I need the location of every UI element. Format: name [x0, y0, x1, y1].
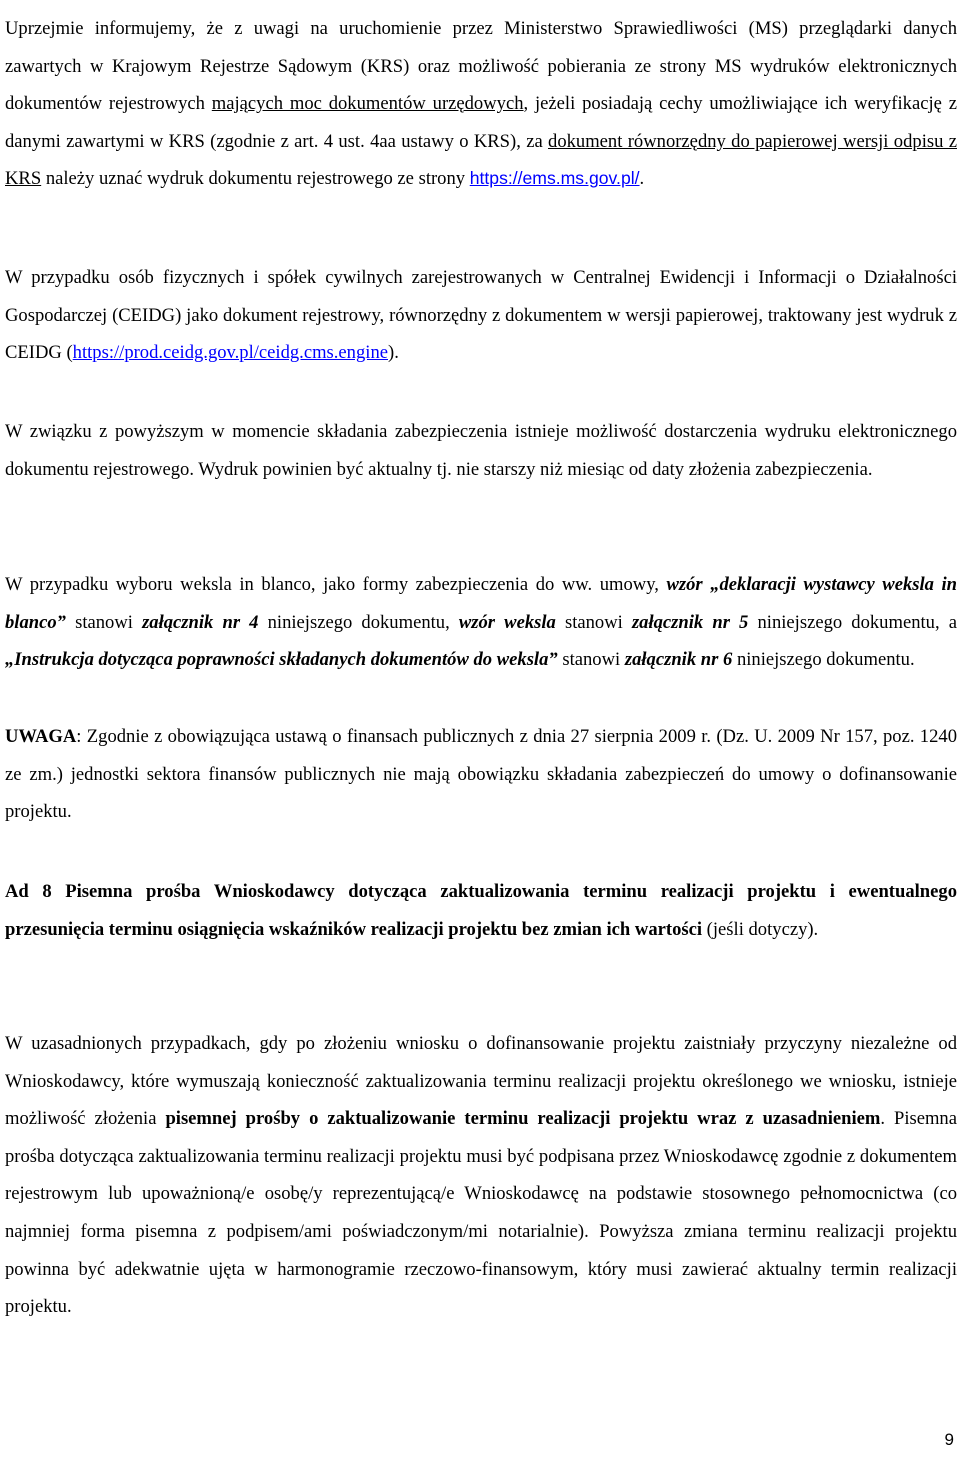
underlined-text-official-documents: mających moc dokumentów urzędowych	[211, 93, 524, 115]
text-span: : Zgodnie z obowiązująca ustawą o finansach publicznych z dnia 27 sierpnia 2009 r. (Dz. U. 2009 Nr 157, poz. 1240 ze zm.) jednostki sektora finansów publicznych nie mają obowiązku składania zabezpieczeń do umowy o dofinansowanie projektu.	[5, 726, 957, 823]
text-span: W przypadku osób fizycznych i spółek cywilnych zarejestrowanych w Centralnej Ewidencji i Informacji o Działalności Gospodarczej (CEIDG) jako dokument rejestrowy, równorzędny z dokumentem w wersji papierowej, traktowany jest wydruk z CEIDG (	[5, 267, 957, 364]
paragraph-krs-info	[5, 10, 957, 198]
link-ems-ms-gov[interactable]: https://ems.ms.gov.pl/	[469, 168, 640, 189]
text-span: niniejszego dokumentu, a	[748, 611, 957, 633]
bold-italic-instruction: „Instrukcja dotycząca poprawności składanych dokumentów do weksla”	[5, 649, 558, 671]
bold-italic-attachment-5: załącznik nr 5	[631, 611, 749, 633]
text-span: ).	[388, 342, 399, 364]
paragraph-blank-promissory-note	[5, 566, 957, 679]
page-number: 9	[944, 1430, 954, 1449]
bold-italic-attachment-6: załącznik nr 6	[624, 649, 733, 671]
bold-italic-attachment-4: załącznik nr 4	[142, 611, 259, 633]
text-span: Uprzejmie informujemy, że z uwagi na uruchomienie przez Ministerstwo Sprawiedliwości (MS) przeglądarki danych zawartych w Krajowym Rejestrze Sądowym (KRS) oraz możliwość pobierania ze strony MS wydruków elektronicznych dokumentów rejestrowych	[5, 18, 957, 115]
text-span: W uzasadnionych przypadkach, gdy po złożeniu wniosku o dofinansowanie projektu zaistniały przyczyny niezależne od Wnioskodawcy, które wymuszają konieczność zaktualizowania terminu realizacji projektu określonego we wniosku, istnieje możliwość złożenia	[5, 1033, 957, 1130]
text-span: . Pisemna prośba dotycząca zaktualizowania terminu realizacji projektu musi być podpisana przez Wnioskodawcę zgodnie z dokumentem rejestrowym lub upoważnioną/e osobę/y reprezentującą/e Wnioskodawcę na podstawie stosownego pełnomocnictwa (co najmniej forma pisemna z podpisem/ami poświadczonym/mi notarialnie). Powyższa zmiana terminu realizacji projektu powinna być adekwatnie ujęta w harmonogramie rzeczowo-finansowym, który musi zawierać aktualny termin realizacji projektu.	[5, 1108, 957, 1318]
text-span: należy uznać wydruk dokumentu rejestrowego ze strony	[41, 168, 470, 190]
section-heading-bold: Ad 8 Pisemna prośba Wnioskodawcy dotycząca zaktualizowania terminu realizacji projektu i ewentualnego przesunięcia terminu osiągnięcia wskaźników realizacji projektu bez zmian ich wartości	[5, 881, 957, 940]
text-span: W przypadku wyboru weksla in blanco, jako formy zabezpieczenia do ww. umowy,	[5, 574, 667, 595]
link-ceidg[interactable]: https://prod.ceidg.gov.pl/ceidg.cms.engine	[72, 342, 388, 364]
paragraph-warning	[5, 718, 957, 831]
underlined-text-equivalent-document: dokument równorzędny do papierowej wersji odpisu z KRS	[5, 130, 957, 190]
text-span: niniejszego dokumentu,	[258, 611, 459, 633]
text-span: (jeśli dotyczy).	[702, 918, 819, 940]
paragraph-ceidg-info	[5, 259, 957, 372]
text-span: stanowi	[555, 611, 632, 633]
text-span: stanowi	[557, 649, 625, 671]
warning-label: UWAGA	[5, 726, 77, 747]
bold-italic-declaration: wzór „deklaracji wystawcy weksla in blanco”	[5, 574, 957, 633]
text-span: niniejszego dokumentu.	[732, 649, 915, 671]
text-span: , jeżeli posiadają cechy umożliwiające ich weryfikację z danymi zawartymi w KRS (zgodnie z art. 4 ust. 4aa ustawy o KRS), za	[5, 93, 957, 152]
bold-italic-note-template: wzór weksla	[458, 611, 556, 633]
paragraph-schedule-update	[5, 1025, 957, 1326]
text-span: .	[639, 168, 645, 190]
text-span: stanowi	[65, 611, 143, 633]
section-heading-ad-8	[5, 873, 957, 948]
bold-written-request: pisemnej prośby o zaktualizowanie terminu realizacji projektu wraz z uzasadnieniem	[165, 1108, 881, 1130]
paragraph-electronic-printout: W związku z powyższym w momencie składania zabezpieczenia istnieje możliwość dostarczenia wydruku elektronicznego dokumentu rejestrowego. Wydruk powinien być aktualny tj. nie starszy niż miesiąc od daty złożenia zabezpieczenia.	[5, 421, 957, 480]
